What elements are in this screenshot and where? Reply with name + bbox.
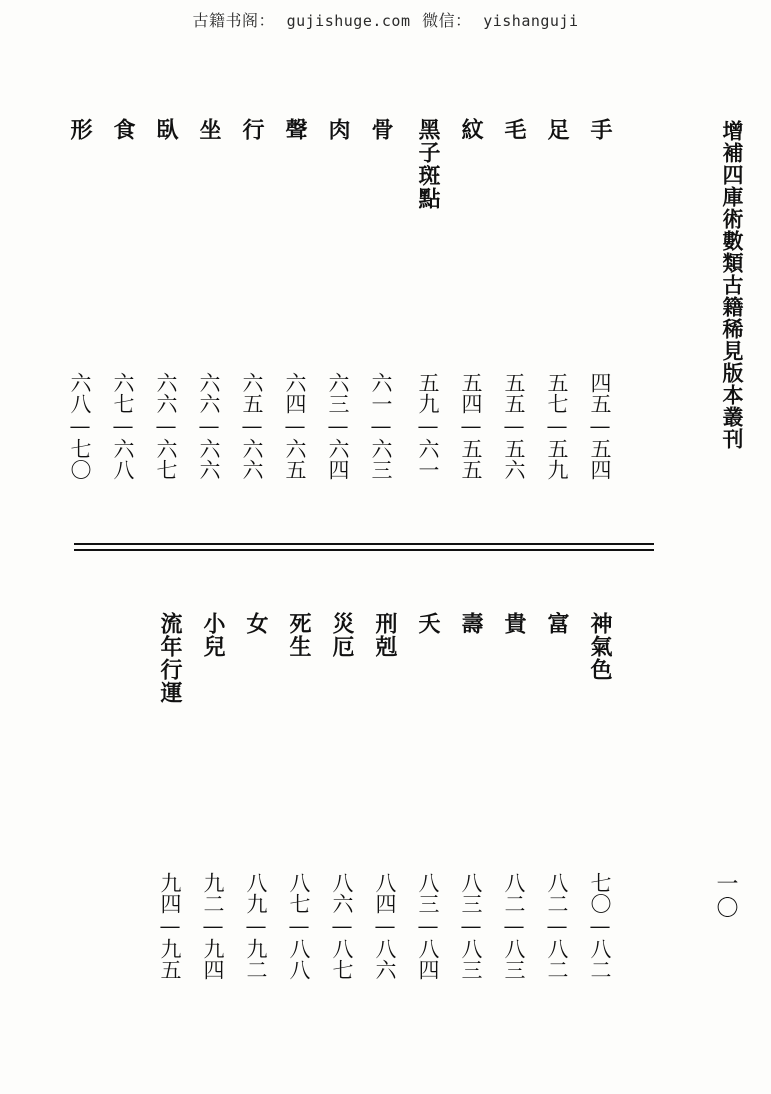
toc-entry-range: 六五—六六	[240, 372, 264, 480]
toc-entry-range: 六六—六六	[197, 372, 221, 480]
toc-entry-title: 夭	[415, 612, 441, 635]
toc-entry-range: 九二—九四	[201, 872, 225, 980]
section-divider-line-upper	[74, 543, 654, 545]
toc-entry-range: 八三—八三	[459, 872, 483, 980]
toc-entry-title: 富	[544, 612, 570, 635]
toc-entry-range: 八二—八三	[502, 872, 526, 980]
watermark-site: gujishuge.com	[286, 12, 411, 30]
toc-entry-range: 四五—五四	[588, 372, 612, 480]
toc-entry-title: 聲	[282, 118, 308, 141]
toc-entry-range: 九四—九五	[158, 872, 182, 980]
toc-entry-range: 八七—八八	[287, 872, 311, 980]
toc-entry-title: 小兒	[200, 612, 226, 658]
toc-entry-range: 六一—六三	[369, 372, 393, 480]
toc-entry-range: 五五—五六	[502, 372, 526, 480]
watermark-wechat: yishanguji	[483, 12, 579, 30]
toc-entry-title: 流年行運	[157, 612, 183, 704]
toc-entry-title: 毛	[501, 118, 527, 141]
toc-entry-range: 八九—九二	[244, 872, 268, 980]
toc-entry-title: 壽	[458, 612, 484, 635]
toc-entry-title: 臥	[153, 118, 179, 141]
toc-entry-title: 黑子斑點	[415, 118, 441, 210]
toc-entry-range: 六三—六四	[326, 372, 350, 480]
toc-entry-range: 六七—六八	[111, 372, 135, 480]
watermark-wechat-label: 微信：	[422, 11, 472, 30]
section-divider-line-lower	[74, 549, 654, 551]
toc-entry-range: 八六—八七	[330, 872, 354, 980]
toc-entry-title: 紋	[458, 118, 484, 141]
toc-entry-range: 六四—六五	[283, 372, 307, 480]
toc-entry-range: 六六—六七	[154, 372, 178, 480]
toc-entry-title: 食	[110, 118, 136, 141]
toc-entry-title: 肉	[325, 118, 351, 141]
toc-entry-range: 五九—六一	[416, 372, 440, 480]
page-number: 一〇	[713, 872, 738, 920]
toc-entry-title: 坐	[196, 118, 222, 141]
toc-entry-title: 貴	[501, 612, 527, 635]
watermark-label: 古籍书阁：	[192, 11, 275, 30]
toc-entry-range: 五四—五五	[459, 372, 483, 480]
toc-entry-title: 骨	[368, 118, 394, 141]
toc-entry-title: 死生	[286, 612, 312, 658]
toc-entry-title: 行	[239, 118, 265, 141]
toc-entry-title: 女	[243, 612, 269, 635]
toc-entry-range: 八二—八二	[545, 872, 569, 980]
toc-entry-title: 手	[587, 118, 613, 141]
toc-entry-range: 八三—八四	[416, 872, 440, 980]
toc-entry-title: 足	[544, 118, 570, 141]
toc-entry-range: 五七—五九	[545, 372, 569, 480]
toc-entry-range: 八四—八六	[373, 872, 397, 980]
toc-entry-range: 六八—七〇	[68, 372, 92, 480]
toc-entry-title: 神氣色	[587, 612, 613, 681]
toc-entry-title: 災厄	[329, 612, 355, 658]
watermark-header	[0, 8, 771, 31]
toc-entry-title: 刑剋	[372, 612, 398, 658]
toc-entry-range: 七〇—八二	[588, 872, 612, 980]
toc-entry-title: 形	[67, 118, 93, 141]
series-title: 增補四庫術數類古籍稀見版本叢刊	[720, 120, 745, 450]
